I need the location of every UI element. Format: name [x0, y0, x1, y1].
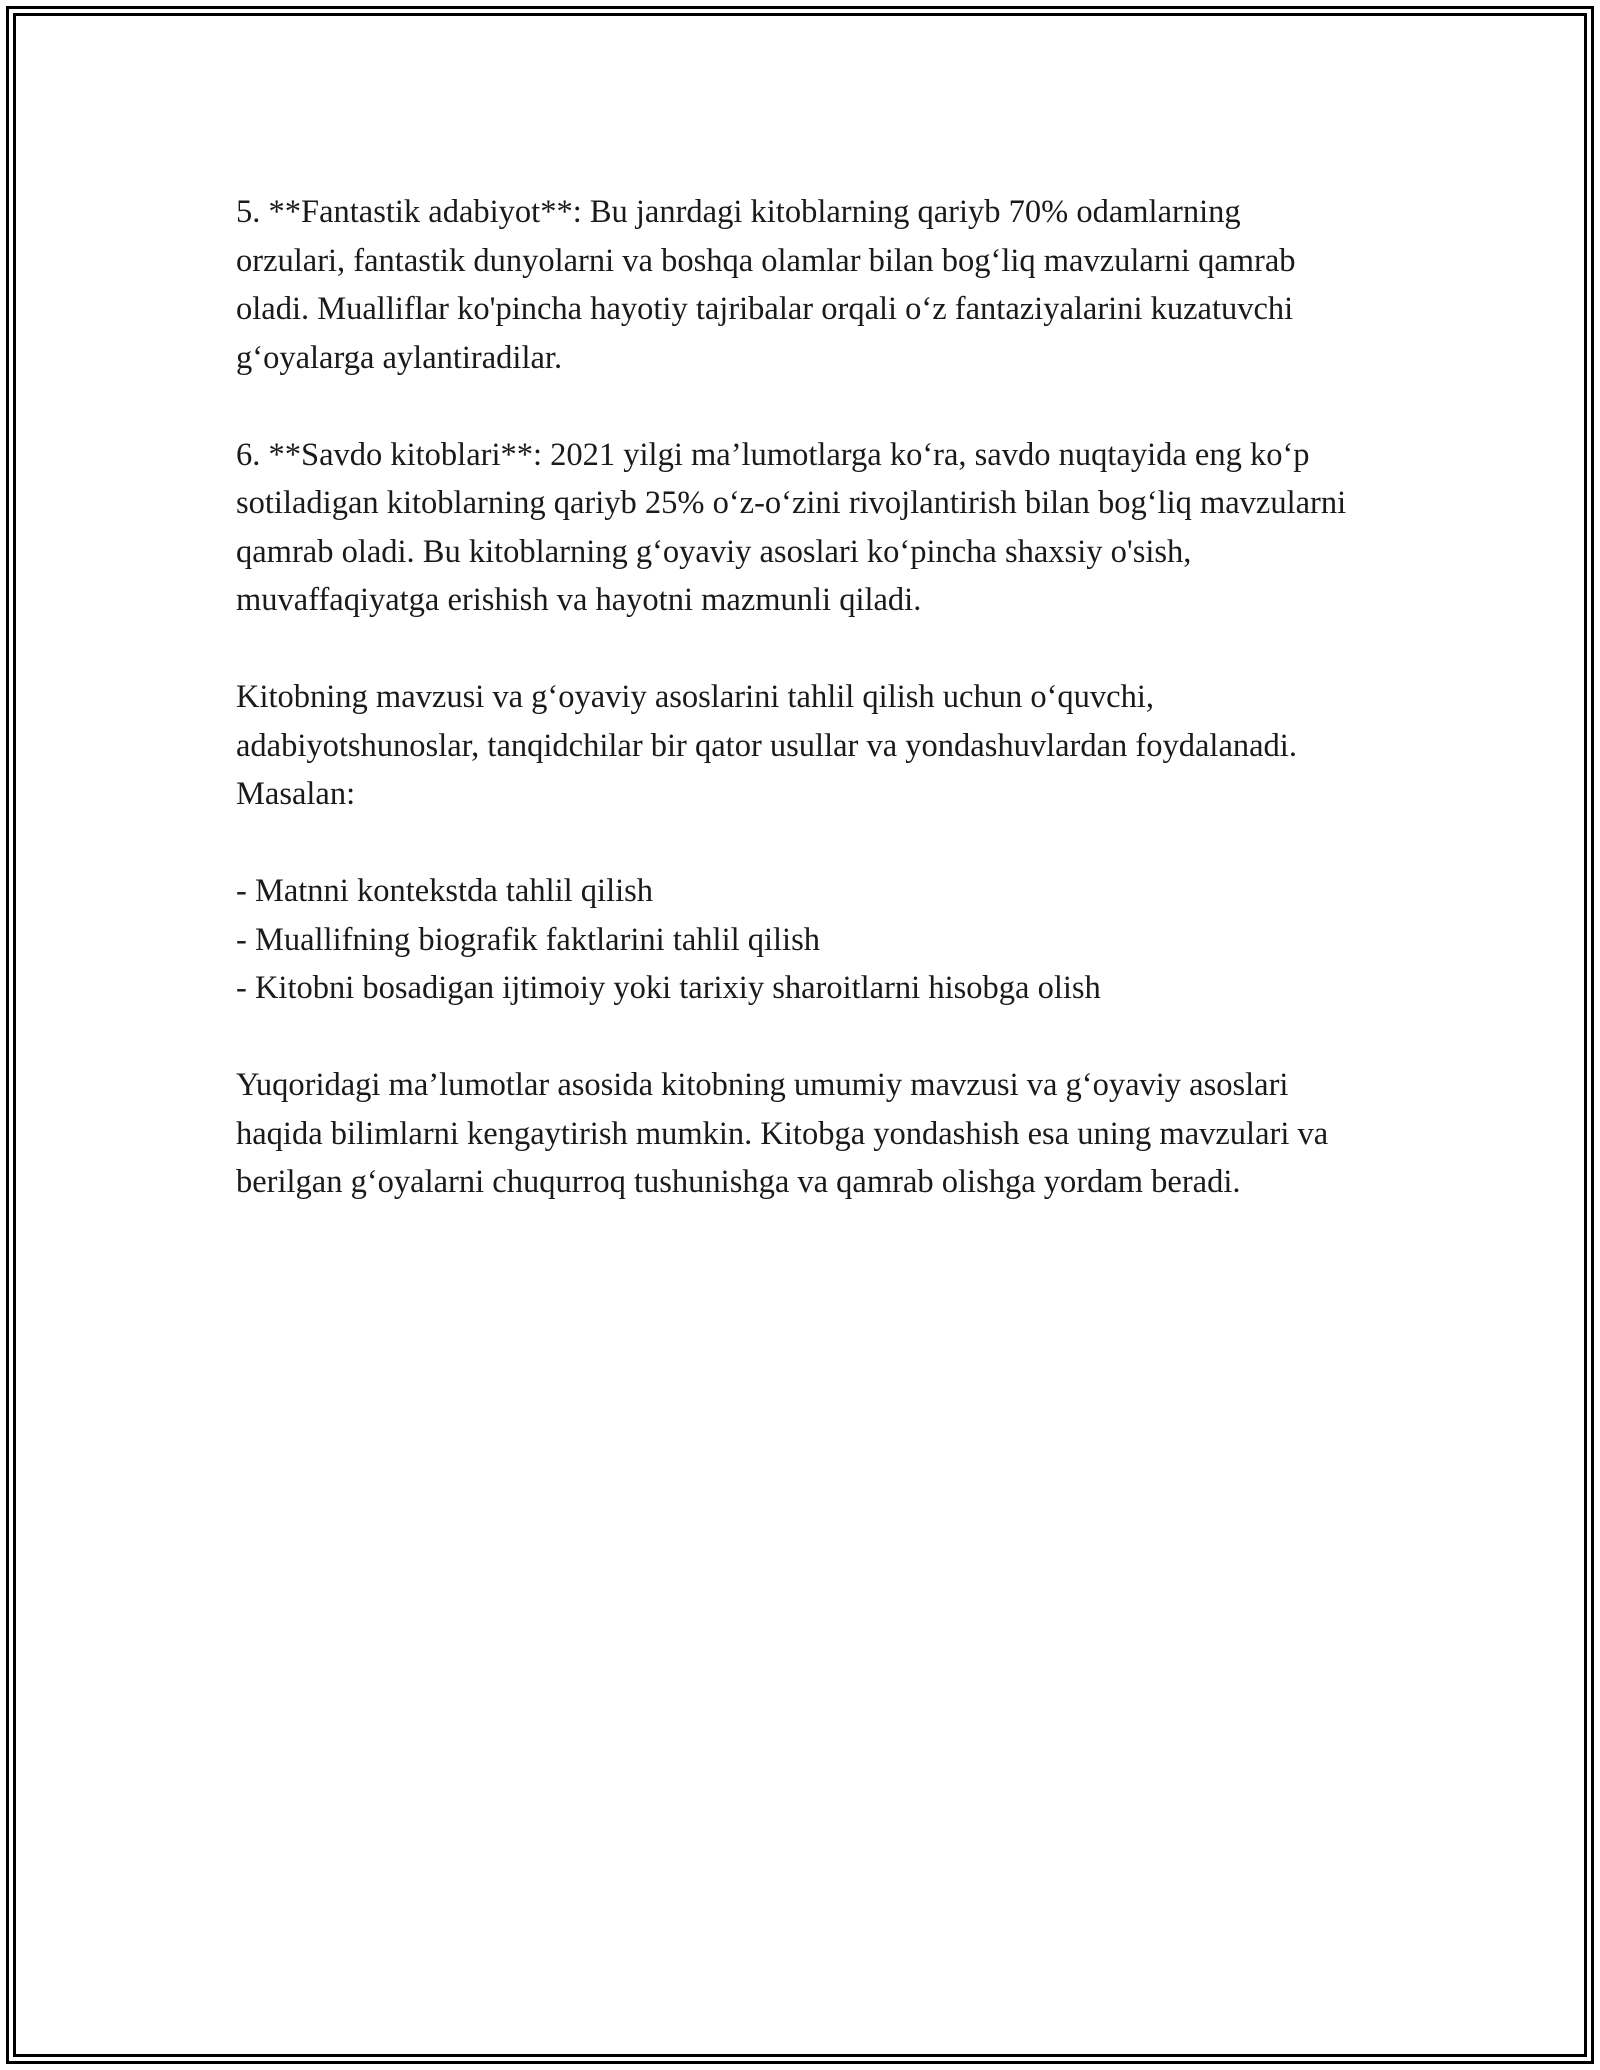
- paragraph-savdo-kitoblari: 6. **Savdo kitoblari**: 2021 yilgi ma’lumotlarga ko‘ra, savdo nuqtayida eng ko‘p sotiladigan kitoblarning qariyb 25% o‘z-o‘zini rivojlantirish bilan bog‘liq mavzularni qamrab oladi. Bu kitoblarning g‘oyaviy asoslari ko‘pincha shaxsiy o'sish, muvaffaqiyatga erishish va hayotni mazmunli qiladi.: [236, 436, 1347, 618]
- paragraph-xulosa: Yuqoridagi ma’lumotlar asosida kitobning umumiy mavzusi va g‘oyaviy asoslari haqida bilimlarni kengaytirish mumkin. Kitobga yondashish esa uning mavzulari va berilgan g‘oyalarni chuqurroq tushunishga va qamrab olishga yordam beradi.: [236, 1067, 1329, 1200]
- paragraph-tahlil-usullari: Kitobning mavzusi va g‘oyaviy asoslarini tahlil qilish uchun o‘quvchi, adabiyotshunoslar, tanqidchilar bir qator usullar va yondashuvlardan foydalanadi. Masalan:: [236, 679, 1297, 812]
- list-item: - Matnni kontekstda tahlil qilish: [236, 873, 654, 909]
- document-body: [236, 188, 1356, 1255]
- methods-list: [236, 867, 1356, 1013]
- paragraph-fantastik-adabiyot: 5. **Fantastik adabiyot**: Bu janrdagi kitoblarning qariyb 70% odamlarning orzulari, fantastik dunyolarni va boshqa olamlar bilan bog‘liq mavzularni qamrab oladi. Mualliflar ko'pincha hayotiy tajribalar orqali o‘z fantaziyalarini kuzatuvchi g‘oyalarga aylantiradilar.: [236, 194, 1296, 376]
- list-item: - Kitobni bosadigan ijtimoiy yoki tarixiy sharoitlarni hisobga olish: [236, 970, 1101, 1006]
- list-item: - Muallifning biografik faktlarini tahlil qilish: [236, 921, 820, 958]
